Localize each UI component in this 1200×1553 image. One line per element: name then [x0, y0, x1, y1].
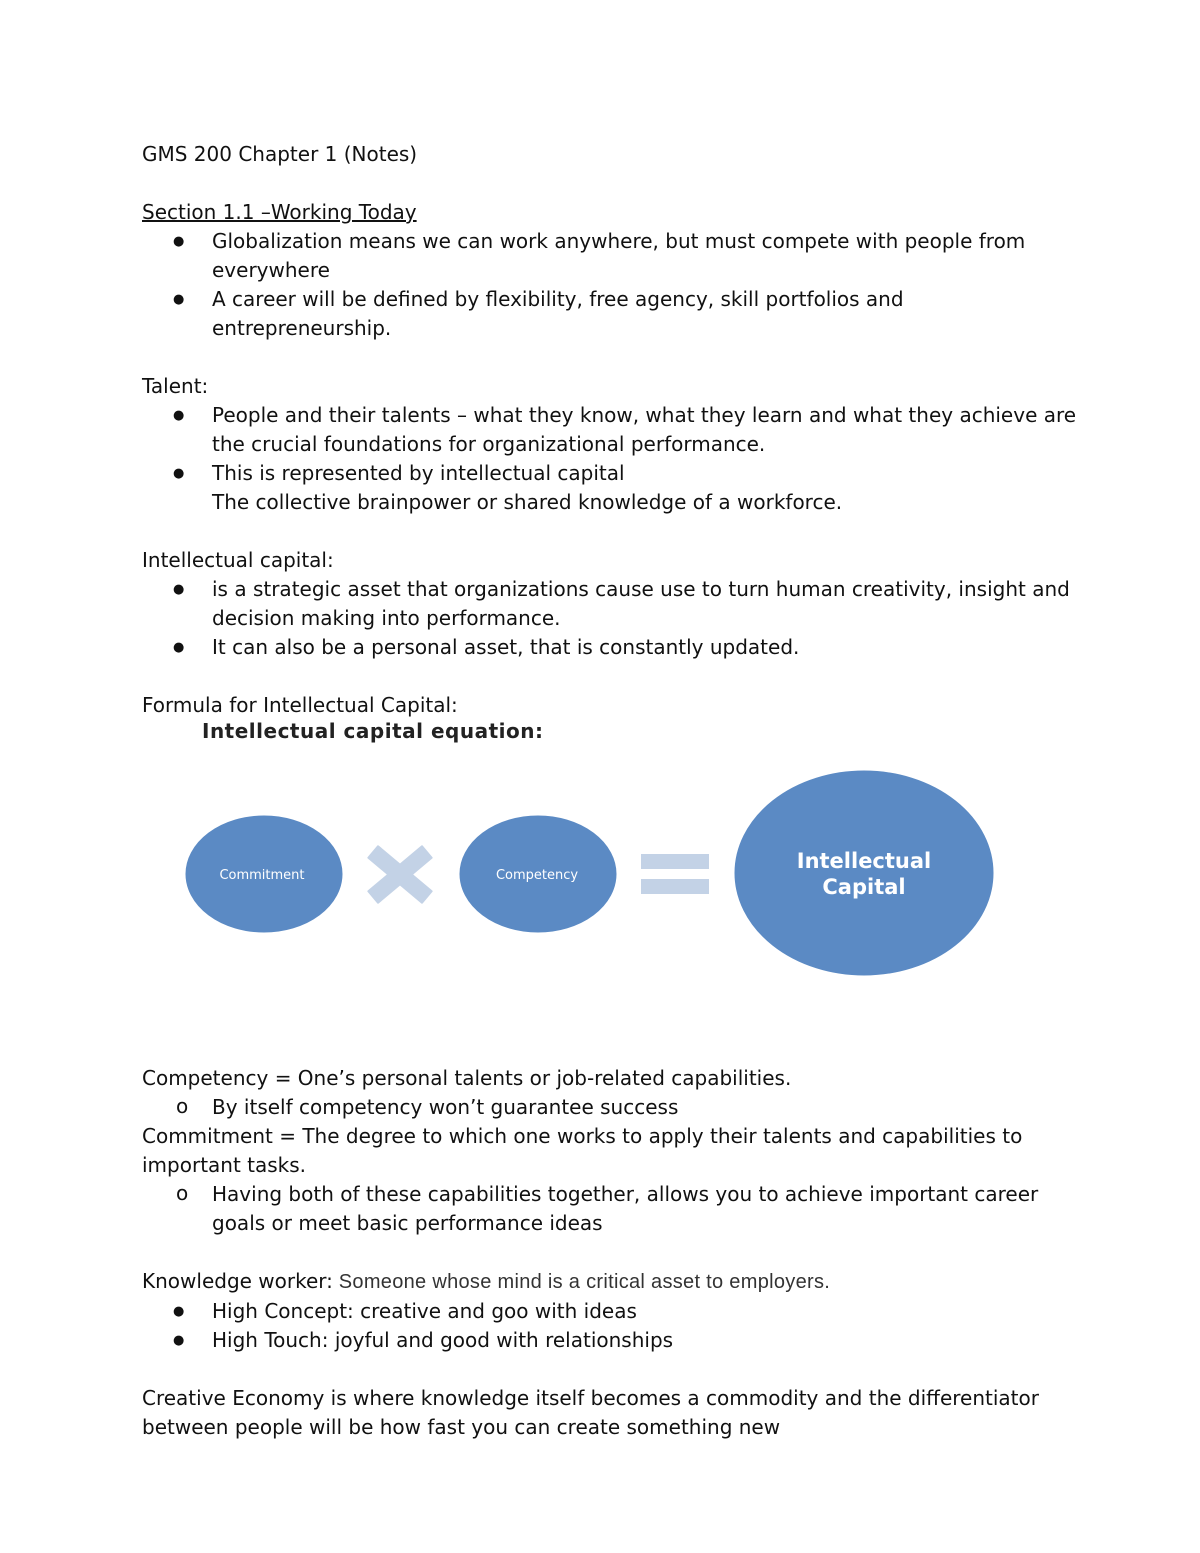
formula-heading: Formula for Intellectual Capital:	[142, 693, 458, 717]
multiply-icon	[367, 845, 433, 904]
list-item: ● It can also be a personal asset, that is constantly updated.	[142, 633, 1082, 662]
section-bullet-list	[142, 227, 1082, 343]
knowledge-worker-definition	[142, 1267, 1082, 1297]
competency-definition: Competency = One’s personal talents or job-related capabilities.	[142, 1066, 792, 1090]
list-item: ● High Concept: creative and goo with ideas	[142, 1297, 1082, 1326]
talent-heading: Talent:	[142, 374, 209, 398]
list-item: o By itself competency won’t guarantee success	[142, 1093, 1082, 1122]
intellectual-capital-label-line-1: Intellectual	[796, 849, 932, 873]
commitment-sub-list	[142, 1180, 1082, 1238]
equals-icon	[641, 854, 709, 894]
intellectual-capital-bullet-list	[142, 575, 1082, 662]
intellectual-capital-heading: Intellectual capital:	[142, 548, 334, 572]
list-item: ● is a strategic asset that organizations cause use to turn human creativity, insight and decision making into performance.	[142, 575, 1082, 633]
creative-economy-text: Creative Economy is where knowledge itself becomes a commodity and the differentiator between people will be how fast you can create something new	[142, 1386, 1039, 1439]
intellectual-capital-label-line-2: Capital	[822, 875, 906, 899]
equation-figure	[150, 700, 1030, 1000]
list-item: ● This is represented by intellectual capital	[142, 459, 1082, 488]
diagram-title: Intellectual capital equation:	[202, 719, 544, 743]
knowledge-worker-label: Knowledge worker:	[142, 1269, 333, 1293]
competency-label: Competency	[495, 868, 579, 883]
document-title: GMS 200 Chapter 1 (Notes)	[142, 142, 418, 166]
commitment-label: Commitment	[219, 868, 305, 883]
intellectual-capital-diagram	[150, 700, 1030, 1000]
talent-continuation: The collective brainpower or shared knowledge of a workforce.	[212, 490, 843, 514]
commitment-definition: Commitment = The degree to which one works to apply their talents and capabilities to important tasks.	[142, 1124, 1023, 1177]
section-heading: Section 1.1 –Working Today	[142, 200, 417, 224]
list-item: ● Globalization means we can work anywhere, but must compete with people from everywhere	[142, 227, 1082, 285]
intellectual-capital-node	[733, 769, 995, 977]
talent-bullet-list	[142, 401, 1082, 488]
list-item: ● A career will be defined by flexibility, free agency, skill portfolios and entrepreneurship.	[142, 285, 1082, 343]
list-item: o Having both of these capabilities together, allows you to achieve important career goals or meet basic performance ideas	[142, 1180, 1082, 1238]
competency-sub-list	[142, 1093, 1082, 1122]
list-item: ● High Touch: joyful and good with relationships	[142, 1326, 1082, 1355]
knowledge-worker-bullet-list	[142, 1297, 1082, 1355]
list-item: ● People and their talents – what they know, what they learn and what they achieve are the crucial foundations for organizational performance.	[142, 401, 1082, 459]
knowledge-worker-text: Someone whose mind is a critical asset to employers.	[332, 1271, 831, 1293]
